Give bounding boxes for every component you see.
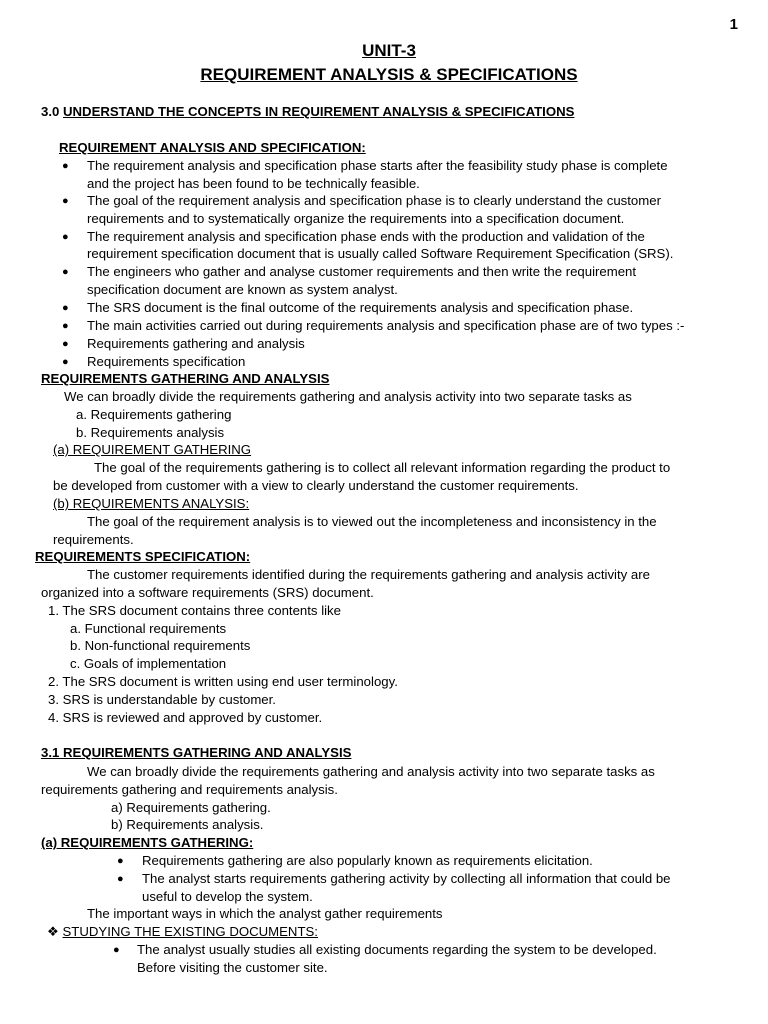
bullet-icon: ● (117, 873, 124, 885)
list-item: The requirement analysis and specification phase ends with the production and validation of the (87, 229, 645, 244)
bullet-icon: ● (62, 195, 69, 207)
s31-item-a: a) Requirements gathering. (111, 800, 271, 815)
ra-paragraph-line: requirements. (53, 532, 134, 547)
srs-sub-item: a. Functional requirements (70, 621, 227, 636)
rg-subheading: (a) REQUIREMENT GATHERING (53, 442, 252, 457)
list-item: The analyst starts requirements gathering activity by collecting all information that could be (142, 871, 671, 886)
s31-ways: The important ways in which the analyst gather requirements (87, 906, 443, 921)
srs-sub-item: b. Non-functional requirements (70, 638, 251, 653)
s31-rg-heading: (a) REQUIREMENTS GATHERING: (41, 835, 254, 850)
list-item: Requirements specification (87, 354, 246, 369)
s31-paragraph-line: requirements gathering and requirements analysis. (41, 782, 338, 797)
list-item: requirements and to systematically organize the requirements into a specification document. (87, 211, 625, 226)
diamond-bullet-icon: ❖ (47, 924, 59, 939)
list-item: The main activities carried out during requirements analysis and specification phase are of two types :- (87, 318, 685, 333)
rs-heading: REQUIREMENTS SPECIFICATION: (35, 549, 251, 564)
bullet-icon: ● (62, 160, 69, 172)
srs-list-item: 1. The SRS document contains three contents like (48, 603, 341, 618)
list-item: Requirements gathering and analysis (87, 336, 305, 351)
s31-paragraph-line: We can broadly divide the requirements gathering and analysis activity into two separate tasks as (87, 764, 655, 779)
section-3-0-heading: 3.0 UNDERSTAND THE CONCEPTS IN REQUIREMENT ANALYSIS & SPECIFICATIONS (41, 104, 575, 119)
s31-item-b: b) Requirements analysis. (111, 817, 264, 832)
srs-list-item: 2. The SRS document is written using end user terminology. (48, 674, 398, 689)
studying-heading: ❖ STUDYING THE EXISTING DOCUMENTS: (47, 924, 318, 939)
list-item: requirement specification document that is usually called Software Requirement Specification (SRS). (87, 246, 674, 261)
bullet-icon: ● (62, 320, 69, 332)
list-item: and the project has been found to be technically feasible. (87, 176, 420, 191)
list-item: Requirements gathering are also popularly known as requirements elicitation. (142, 853, 593, 868)
rs-paragraph-line: The customer requirements identified during the requirements gathering and analysis activity are (87, 567, 650, 582)
rga-intro: We can broadly divide the requirements gathering and analysis activity into two separate tasks as (64, 389, 632, 404)
ras-heading: REQUIREMENT ANALYSIS AND SPECIFICATION: (59, 140, 366, 155)
list-item: The engineers who gather and analyse customer requirements and then write the requirement (87, 264, 637, 279)
ra-subheading: (b) REQUIREMENTS ANALYSIS: (53, 496, 250, 511)
srs-sub-item: c. Goals of implementation (70, 656, 227, 671)
rs-paragraph-line: organized into a software requirements (SRS) document. (41, 585, 374, 600)
rg-paragraph-line: be developed from customer with a view to clearly understand the customer requirements. (53, 478, 579, 493)
bullet-icon: ● (62, 231, 69, 243)
srs-list-item: 3. SRS is understandable by customer. (48, 692, 276, 707)
bullet-icon: ● (62, 266, 69, 278)
ra-paragraph-line: The goal of the requirement analysis is to viewed out the incompleteness and inconsistency in the (87, 514, 657, 529)
bullet-icon: ● (117, 855, 124, 867)
list-item: Before visiting the customer site. (137, 960, 328, 975)
rga-heading: REQUIREMENTS GATHERING AND ANALYSIS (41, 371, 330, 386)
list-item: The analyst usually studies all existing documents regarding the system to be developed. (137, 942, 657, 957)
list-item: useful to develop the system. (142, 889, 313, 904)
document-title: REQUIREMENT ANALYSIS & SPECIFICATIONS (200, 65, 578, 84)
bullet-icon: ● (62, 338, 69, 350)
srs-list-item: 4. SRS is reviewed and approved by customer. (48, 710, 323, 725)
page-number: 1 (729, 16, 738, 33)
list-item: The requirement analysis and specification phase starts after the feasibility study phase is complete (87, 158, 668, 173)
rg-paragraph-line: The goal of the requirements gathering is to collect all relevant information regarding the product to (94, 460, 671, 475)
bullet-icon: ● (62, 302, 69, 314)
list-item: The goal of the requirement analysis and specification phase is to clearly understand the customer (87, 193, 661, 208)
rga-item-a: a. Requirements gathering (76, 407, 232, 422)
list-item: The SRS document is the final outcome of the requirements analysis and specification phase. (87, 300, 634, 315)
bullet-icon: ● (62, 356, 69, 368)
rga-item-b: b. Requirements analysis (76, 425, 225, 440)
unit-title: UNIT-3 (362, 41, 416, 60)
bullet-icon: ● (113, 944, 120, 956)
section-3-1-heading: 3.1 REQUIREMENTS GATHERING AND ANALYSIS (41, 745, 352, 760)
list-item: specification document are known as system analyst. (87, 282, 398, 297)
